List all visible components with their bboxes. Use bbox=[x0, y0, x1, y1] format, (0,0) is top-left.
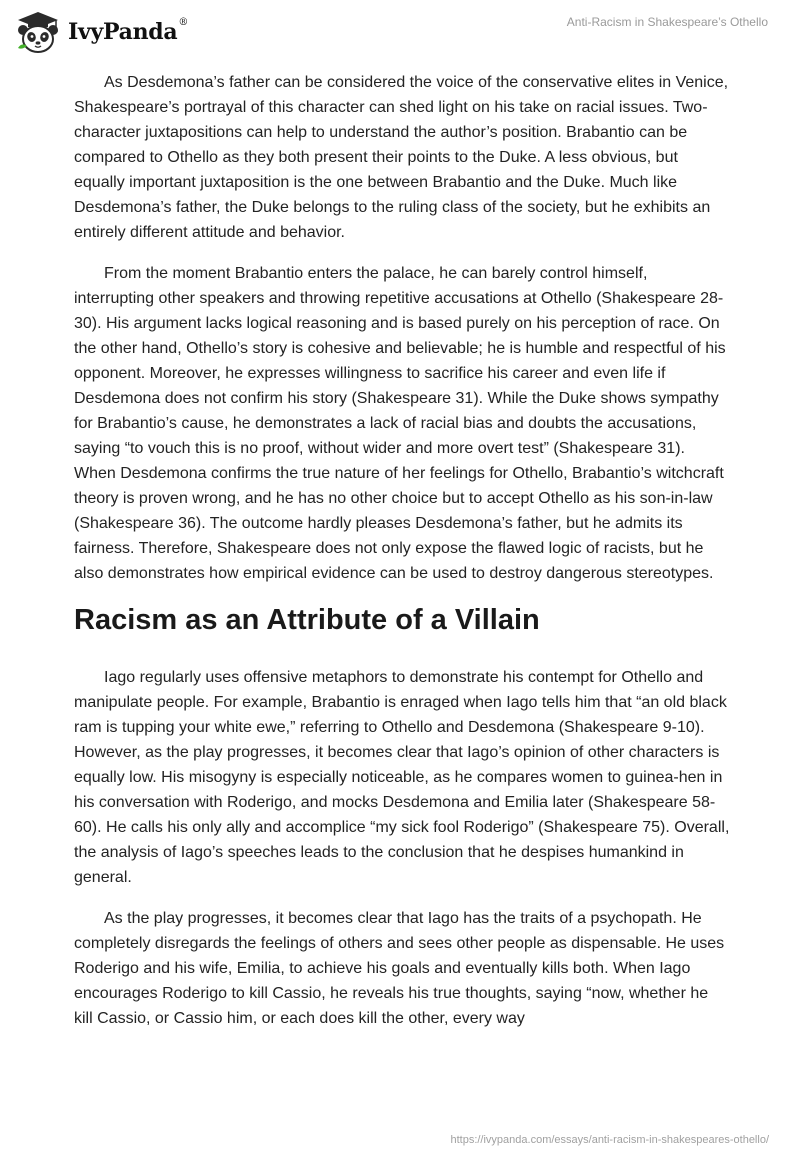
registered-mark: ® bbox=[178, 17, 189, 28]
panda-graduate-icon bbox=[14, 10, 62, 54]
paragraph-3: Iago regularly uses offensive metaphors to demonstrate his contempt for Othello and manipulate people. For example, Brabantio is enraged when Iago tells him that “an old black ram is tupping your white ewe,” referring to Othello and Desdemona (Shakespeare 9-10). However, as the play progresses, it becomes clear that Iago’s opinion of other characters is equally low. His misogyny is especially noticeable, as he compares women to guinea-hen in his conversation with Roderigo, and mocks Desdemona and Emilia later (Shakespeare 58-60). He calls his only ally and accomplice “my sick fool Roderigo” (Shakespeare 75). Overall, the analysis of Iago’s speeches leads to the conclusion that he despises humankind in general. bbox=[74, 669, 730, 886]
paragraph-4: As the play progresses, it becomes clear that Iago has the traits of a psychopath. He completely disregards the feelings of others and sees other people as dispensable. He uses Roderigo and his wife, Emilia, to achieve his goals and eventually kills both. When Iago encourages Roderigo to kill Cassio, he reveals his true thoughts, saying “now, whether he kill Cassio, or Cassio him, or each does kill the other, every way bbox=[74, 910, 725, 1027]
document-title: Anti-Racism in Shakespeare’s Othello bbox=[566, 15, 768, 29]
logo-text: IvyPanda® bbox=[68, 17, 189, 45]
paragraph-2: From the moment Brabantio enters the palace, he can barely control himself, interrupting other speakers and throwing repetitive accusations at Othello (Shakespeare 28-30). His argument lacks logical reasoning and is based purely on his perception of race. On the other hand, Othello’s story is cohesive and believable; he is humble and respectful of his opponent. Moreover, he expresses willingness to sacrifice his career and even life if Desdemona does not confirm his story (Shakespeare 31). While the Duke shows sympathy for Brabantio’s cause, he demonstrates a lack of racial bias and doubts the accusations, saying “to vouch this is no proof, without wider and more overt test” (Shakespeare 31). When Desdemona confirms the true nature of her feelings for Othello, Brabantio’s witchcraft theory is proven wrong, and he has no other choice but to accept Othello as his son-in-law (Shakespeare 36). The outcome hardly pleases Desdemona’s father, but he admits its fairness. Therefore, Shakespeare does not only expose the flawed logic of racists, but he also demonstrates how empirical evidence can be used to destroy dangerous stereotypes. bbox=[74, 265, 726, 582]
section-heading: Racism as an Attribute of a Villain bbox=[74, 604, 540, 636]
paragraph-1: As Desdemona’s father can be considered the voice of the conservative elites in Venice, Shakespeare’s portrayal of this character can shed light on his take on racial issues. Two-character juxtapositions can help to understand the author’s position. Brabantio can be compared to Othello as they both present their points to the Duke. A less obvious, but equally important juxtaposition is the one between Brabantio and the Duke. Much like Desdemona’s father, the Duke belongs to the ruling class of the society, but he exhibits an entirely different attitude and behavior. bbox=[74, 74, 729, 241]
ivypanda-logo[interactable] bbox=[14, 10, 188, 54]
page-header bbox=[0, 0, 800, 60]
essay-content bbox=[74, 70, 730, 1047]
source-url[interactable]: https://ivypanda.com/essays/anti-racism-in-shakespeares-othello/ bbox=[450, 1134, 769, 1146]
